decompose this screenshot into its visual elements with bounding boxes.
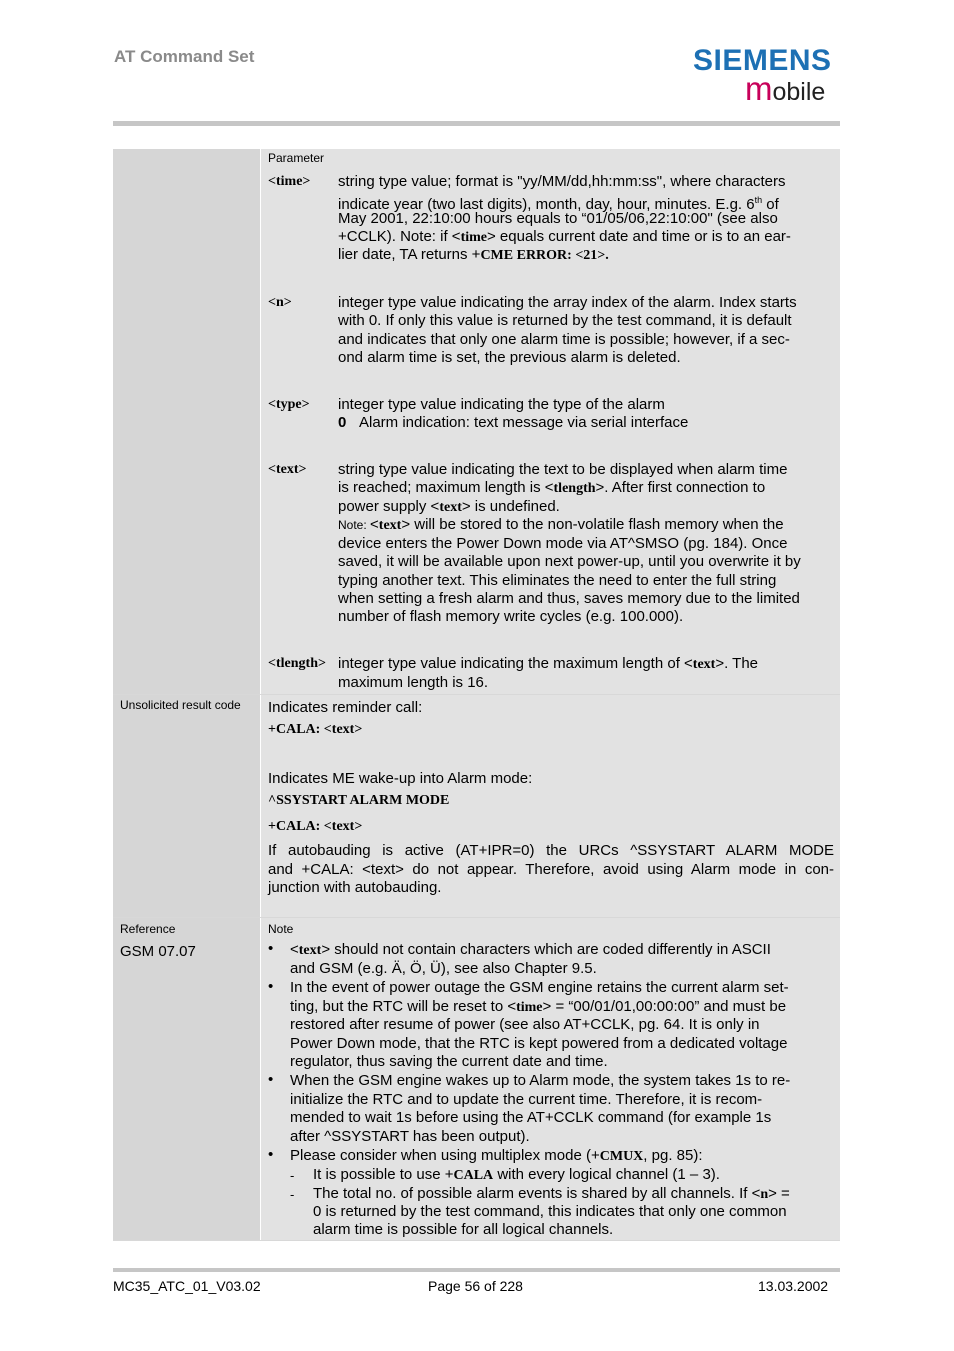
param-n-line4: ond alarm time is set, the previous alarm is deleted. [338,349,681,366]
note-d1-b: CALA [453,1168,494,1183]
param-type-value-desc: Alarm indication: text message via serial interface [359,414,689,431]
logo-sub [745,70,826,107]
note-b2-line2a: ting, but the RTC will be reset to < [290,998,517,1015]
note-b3-line1: When the GSM engine wakes up to Alarm mode, the system takes 1s to re- [290,1072,791,1089]
param-text-note-label: Note: [338,518,371,532]
reference-label: Reference [120,922,176,936]
param-text-line2a: is reached; maximum length is < [338,479,554,496]
param-text-line3a: power supply < [338,498,440,515]
param-text-line2b: tlength [553,481,596,496]
urc-code2: ^SSYSTART ALARM MODE [268,793,450,808]
param-text-line2c: >. After first connection to [595,479,766,496]
note-b2-line2b: time [516,1000,543,1015]
note-content-cell [261,918,840,1240]
param-tlength-line1a: integer type value indicating the maximum length of < [338,655,693,672]
bullet-icon: • [268,1071,274,1088]
param-tlength-line2: maximum length is 16. [338,674,489,691]
note-heading: Note [268,922,294,936]
document-title: AT Command Set [114,47,255,66]
param-time-line5 [338,246,609,265]
note-b2-line1: In the event of power outage the GSM engine retains the current alarm set- [290,979,789,996]
note-b3-line4: after ^SSYSTART has been output). [290,1128,530,1145]
note-b4-a: Please consider when using multiplex mode (+ [290,1147,600,1164]
note-d1-c: with every logical channel (1 – 3). [493,1166,720,1183]
param-text-line3 [338,498,560,517]
urc-line2: Indicates ME wake-up into Alarm mode: [268,770,533,787]
note-b2-line4: Power Down mode, that the RTC is kept powered from a dedicated voltage [290,1035,788,1052]
note-b2-line5: regulator, thus saving the current date and time. [290,1053,608,1070]
param-text-line9: number of flash memory write cycles (e.g. 100.000). [338,608,684,625]
param-time-line4a: +CCLK). Note: if < [338,228,461,245]
param-text-line4c: > will be stored to the non-volatile flash memory when the [401,516,784,533]
param-time-line2a: indicate year (two last digits), month, day, hour, minutes. E.g. 6 [338,196,755,213]
bullet-icon: • [268,1146,274,1163]
note-d2-line3: alarm time is possible for all logical channels. [313,1221,614,1238]
parameter-heading: Parameter [268,151,325,165]
note-b1-line1 [290,941,771,960]
param-time-line3: May 2001, 22:10:00 hours equals to “01/05/06,22:10:00" (see also [338,210,778,227]
note-b3-line3: mended to wait 1s before using the AT+CCLK command (for example 1s [290,1109,772,1126]
urc-para-line2: and +CALA: <text> do not appear. Therefore, avoid using Alarm mode in con- [268,861,834,878]
note-b2-line2c: > = “00/01/01,00:00:00” and must be [542,998,787,1015]
param-text-line3c: > is undefined. [461,498,560,515]
param-tlength-line1b: text [692,657,716,672]
param-text-line8: when setting a fresh alarm and thus, saves memory due to the limited [338,590,800,607]
siemens-mobile-logo [693,44,843,106]
reference-value: GSM 07.07 [120,943,196,960]
param-tlength-tag: <tlength> [268,656,326,671]
note-b2-line2 [290,998,786,1017]
note-b2-line3: restored after resume of power (see also AT+CCLK, pg. 64. It is only in [290,1016,760,1033]
urc-para-line3: junction with autobauding. [268,879,442,896]
note-b4-b: CMUX [599,1149,644,1164]
logo-sub-m: m [745,70,773,107]
note-b1-a: < [290,941,299,958]
note-b1-c: > should not contain characters which are coded differently in ASCII [321,941,771,958]
param-text-line2 [338,479,765,498]
footer-date: 13.03.2002 [758,1278,829,1294]
param-text-line4 [338,516,784,535]
param-time-line1: string type value; format is "yy/MM/dd,hh:mm:ss", where characters [338,173,786,190]
param-time-line4c: > equals current date and time or is to an ear- [487,228,791,245]
urc-code3: +CALA: <text> [268,819,363,834]
note-d1-line1 [313,1166,720,1185]
urc-code1: +CALA: <text> [268,722,363,737]
note-b4-line1 [290,1147,703,1166]
note-d1-a: It is possible to use + [313,1166,454,1183]
param-text-line5: device enters the Power Down mode via AT^SMSO (pg. 184). Once [338,535,788,552]
note-d2-b: n [760,1187,769,1202]
urc-row [113,695,840,918]
param-text-line3b: text [439,500,462,515]
reference-row [113,918,840,1241]
urc-line1: Indicates reminder call: [268,699,423,716]
footer-page-number: Page 56 of 228 [428,1278,523,1294]
urc-label: Unsolicited result code [120,698,241,712]
reference-label-cell [113,918,261,1240]
logo-sub-rest: obile [772,78,826,106]
parameter-content-cell [261,149,840,694]
note-d2-line2: 0 is returned by the test command, this indicates that only one common [313,1203,787,1220]
param-time-line5b: CME ERROR: <21>. [480,248,609,263]
param-text-line4b: text [378,518,402,533]
dash-icon: - [290,1168,295,1183]
footer-doc-id: MC35_ATC_01_V03.02 [113,1278,261,1294]
urc-para-line1: If autobauding is active (AT+IPR=0) the URCs ^SSYSTART ALARM MODE [268,842,834,859]
note-b4-c: , pg. 85): [643,1147,703,1164]
param-time-line2-sup: th [754,195,763,205]
param-text-tag: <text> [268,462,307,477]
footer-rule [113,1268,840,1272]
param-n-line3: and indicates that only one alarm time is possible; however, if a sec- [338,331,790,348]
bullet-icon: • [268,940,274,957]
param-n-line2: with 0. If only this value is returned by the test command, it is default [338,312,792,329]
param-time-line5a: lier date, TA returns + [338,246,481,263]
note-b3-line2: initialize the RTC and to update the current time. Therefore, it is recom- [290,1091,763,1108]
note-d2-c: > = [768,1185,790,1202]
param-time-tag: <time> [268,174,311,189]
note-b1-line2: and GSM (e.g. Ä, Ö, Ü), see also Chapter 9.5. [290,960,597,977]
param-time-line2b: of [762,196,779,213]
param-n-line1: integer type value indicating the array index of the alarm. Index starts [338,294,797,311]
parameter-label-cell [113,149,261,694]
note-d2-line1 [313,1185,790,1204]
param-time-line4 [338,228,791,247]
bullet-icon: • [268,978,274,995]
dash-icon: - [290,1187,295,1202]
param-tlength-line1 [338,655,758,674]
parameter-row [113,149,840,695]
logo-brand: SIEMENS [693,44,832,77]
param-type-line1: integer type value indicating the type of the alarm [338,396,665,413]
note-b1-b: text [298,943,322,958]
urc-content-cell [261,695,840,917]
param-text-line6: saved, it will be available upon next power-up, until you overwrite it by [338,553,801,570]
header-rule [113,121,840,126]
param-text-line7: typing another text. This eliminates the need to enter the full string [338,572,777,589]
param-type-tag: <type> [268,397,310,412]
param-n-tag: <n> [268,295,292,310]
param-time-line4b: time [460,230,487,245]
urc-label-cell [113,695,261,917]
param-type-value: 0 [338,414,347,431]
param-text-line1: string type value indicating the text to be displayed when alarm time [338,461,788,478]
param-text-line4a: < [370,516,379,533]
param-tlength-line1c: >. The [715,655,759,672]
note-d2-a: The total no. of possible alarm events is shared by all channels. If < [313,1185,761,1202]
